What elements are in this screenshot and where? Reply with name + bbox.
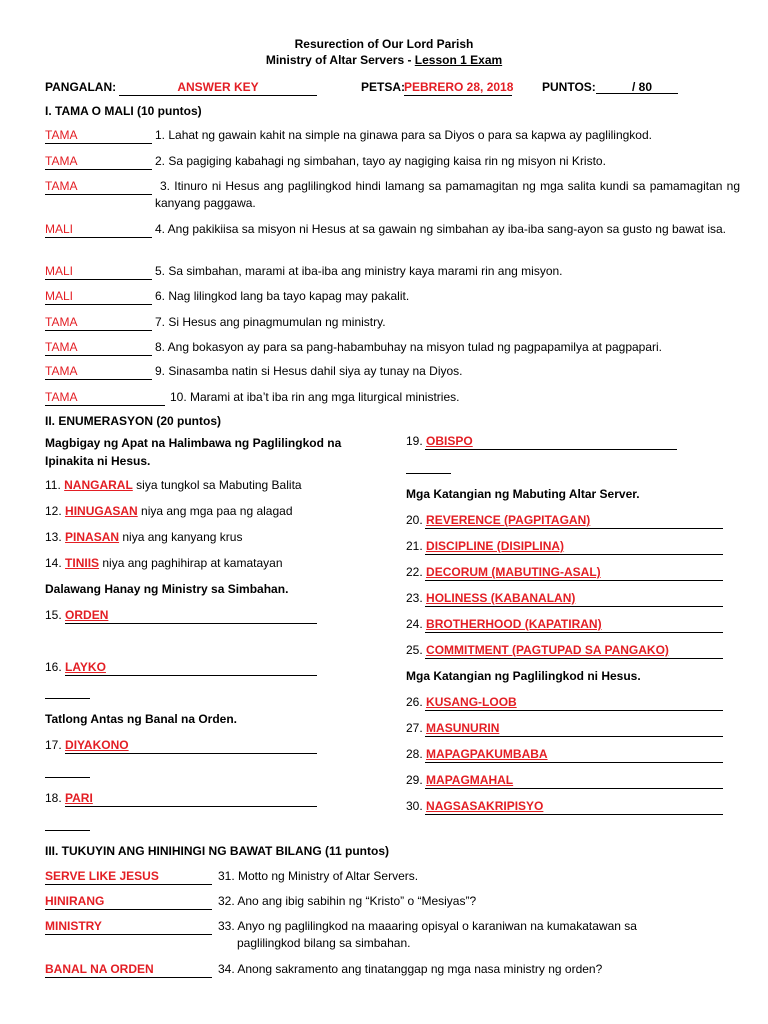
s1-answer-6: MALI: [45, 289, 152, 305]
s2-item-20-num: 20.: [406, 513, 423, 527]
s1-answer-9: TAMA: [45, 364, 152, 380]
s2-item-29-num: 29.: [406, 773, 423, 787]
s2-item-16: [45, 660, 106, 675]
s2-item-28-answer: MAPAGPAKUMBABA: [426, 747, 548, 761]
s2-item-30-num: 30.: [406, 799, 423, 813]
s2-item-11: [45, 478, 302, 493]
s3-answer-33: MINISTRY: [45, 919, 212, 935]
s2-item-22-answer: DECORUM (MABUTING-ASAL): [426, 565, 601, 579]
name-label: PANGALAN:: [45, 80, 117, 94]
s1-answer-10: TAMA: [45, 390, 165, 406]
s2-item-25: [406, 643, 669, 658]
date-value: PEBRERO 28, 2018: [404, 80, 514, 94]
s2-item-15-line: [65, 623, 317, 624]
s2-item-26-line: [425, 710, 723, 711]
s2-item-18-num: 18.: [45, 791, 62, 805]
s2-item-12-rest: niya ang mga paa ng alagad: [137, 504, 293, 518]
s3-answer-34: BANAL NA ORDEN: [45, 962, 212, 978]
s2-item-18-line2: [45, 830, 90, 831]
s2-item-28: [406, 747, 548, 762]
s1-answer-5: MALI: [45, 264, 152, 280]
s2-item-17: [45, 738, 129, 753]
s2-item-19-num: 19.: [406, 434, 423, 448]
date-label: PETSA:: [361, 80, 406, 94]
s2-item-17-line: [65, 753, 317, 754]
s2-sub-service-traits: Mga Katangian ng Paglilingkod ni Hesus.: [406, 669, 641, 683]
s2-item-26-answer: KUSANG-LOOB: [426, 695, 517, 709]
section1-heading: I. TAMA O MALI (10 puntos): [45, 104, 202, 118]
s2-item-24-answer: BROTHERHOOD (KAPATIRAN): [426, 617, 602, 631]
exam-subtitle-prefix: Ministry of Altar Servers -: [265, 53, 415, 67]
s1-answer-8: TAMA: [45, 340, 152, 356]
parish-title: Resurection of Our Lord Parish: [294, 37, 474, 51]
name-value: ANSWER KEY: [119, 80, 317, 96]
section2-heading: II. ENUMERASYON (20 puntos): [45, 414, 222, 428]
s2-item-30-line: [425, 814, 723, 815]
s2-item-19-line: [425, 449, 677, 450]
s1-statement-7: 7. Si Hesus ang pinagmumulan ng ministry.: [155, 315, 386, 329]
s2-item-29: [406, 773, 513, 788]
s2-item-20: [406, 513, 590, 528]
s2-item-19: [406, 434, 473, 449]
s2-item-30: [406, 799, 543, 814]
s2-item-14-rest: niya ang paghihirap at kamatayan: [99, 556, 283, 570]
s2-item-27-num: 27.: [406, 721, 423, 735]
s2-item-17-line2: [45, 777, 90, 778]
s2-item-15: [45, 608, 108, 623]
s3-statement-33: 33. Anyo ng paglilingkod na maaaring opisyal o karaniwan na kumakatawan sa: [218, 919, 637, 933]
s1-statement-2: 2. Sa pagiging kabahagi ng simbahan, tayo ay nagiging kaisa rin ng misyon ni Kristo.: [155, 154, 606, 168]
s2-item-26: [406, 695, 517, 710]
s1-answer-4: MALI: [45, 222, 152, 238]
s2-item-16-line: [65, 675, 317, 676]
s2-item-19-line2: [406, 473, 451, 474]
s2-item-12-answer: HINUGASAN: [65, 504, 138, 518]
s2-item-27-answer: MASUNURIN: [426, 721, 500, 735]
s3-statement-32: 32. Ano ang ibig sabihin ng “Kristo” o “Mesiyas”?: [218, 894, 477, 908]
s2-item-16-num: 16.: [45, 660, 62, 674]
s2-sub-altar-server: Mga Katangian ng Mabuting Altar Server.: [406, 487, 640, 501]
s2-item-23-line: [425, 606, 723, 607]
s2-item-26-num: 26.: [406, 695, 423, 709]
s2-item-18: [45, 791, 93, 806]
s2-item-27: [406, 721, 499, 736]
s3-statement-33-cont: paglilingkod bilang sa simbahan.: [237, 936, 411, 950]
s2-item-29-line: [425, 788, 723, 789]
s1-answer-7: TAMA: [45, 315, 152, 331]
s2-item-11-answer: NANGARAL: [64, 478, 133, 492]
s3-answer-32: HINIRANG: [45, 894, 212, 910]
s2-item-18-line: [65, 806, 317, 807]
s2-item-15-num: 15.: [45, 608, 62, 622]
s1-statement-6: 6. Nag lilingkod lang ba tayo kapag may pakalit.: [155, 289, 410, 303]
s2-item-30-answer: NAGSASAKRIPISYO: [426, 799, 544, 813]
s2-item-22-line: [425, 580, 723, 581]
s2-item-24-num: 24.: [406, 617, 423, 631]
s2-item-12: [45, 504, 293, 519]
s2-item-16-line2: [45, 698, 90, 699]
s2-item-23-num: 23.: [406, 591, 423, 605]
s1-statement-4: 4. Ang pakikiisa sa misyon ni Hesus at sa gawain ng simbahan ay iba-iba sang-ayon sa gusto ng bawat isa.: [155, 222, 726, 236]
s2-item-23: [406, 591, 575, 606]
s2-item-14-num: 14.: [45, 556, 62, 570]
s2-item-19-answer: OBISPO: [426, 434, 473, 448]
section3-heading: III. TUKUYIN ANG HINIHINGI NG BAWAT BILANG (11 puntos): [45, 844, 389, 858]
s2-item-15-answer: ORDEN: [65, 608, 109, 622]
s2-item-11-rest: siya tungkol sa Mabuting Balita: [132, 478, 302, 492]
s2-item-13-num: 13.: [45, 530, 62, 544]
score-label: PUNTOS:: [542, 80, 596, 94]
s2-item-21-answer: DISCIPLINE (DISIPLINA): [426, 539, 565, 553]
s2-item-17-num: 17.: [45, 738, 62, 752]
s3-answer-31: SERVE LIKE JESUS: [45, 869, 212, 885]
s2-item-11-num: 11.: [45, 478, 61, 492]
s2-item-25-answer: COMMITMENT (PAGTUPAD SA PANGAKO): [426, 643, 669, 657]
s2-item-21: [406, 539, 564, 554]
s2-item-28-num: 28.: [406, 747, 423, 761]
s1-statement-8: 8. Ang bokasyon ay para sa pang-habambuhay na misyon tulad ng pagpapamilya at pagpapari.: [155, 340, 663, 354]
s2-item-14-answer: TINIIS: [65, 556, 100, 570]
s2-item-24-line: [425, 632, 723, 633]
s1-statement-3: 3. Itinuro ni Hesus ang paglilingkod hindi lamang sa pamamagitan ng mga salita kundi sa pamamagitan ng kanyang paggawa.: [155, 179, 740, 210]
exam-subtitle-lesson: Lesson 1 Exam: [414, 53, 503, 67]
s1-statement-9: 9. Sinasamba natin si Hesus dahil siya ay tunay na Diyos.: [155, 364, 463, 378]
exam-subtitle: [0, 53, 768, 68]
s3-statement-34: 34. Anong sakramento ang tinatanggap ng mga nasa ministry ng orden?: [218, 962, 603, 976]
s2-item-21-num: 21.: [406, 539, 423, 553]
s2-sub-orders: Tatlong Antas ng Banal na Orden.: [45, 712, 238, 726]
s1-answer-2: TAMA: [45, 154, 152, 170]
s2-item-16-answer: LAYKO: [65, 660, 106, 674]
s2-item-25-line: [425, 658, 723, 659]
s2-item-28-line: [425, 762, 723, 763]
s2-item-17-answer: DIYAKONO: [65, 738, 129, 752]
s1-answer-3: TAMA: [45, 179, 152, 195]
score-value: / 80: [632, 80, 653, 94]
s2-item-29-answer: MAPAGMAHAL: [426, 773, 514, 787]
s2-item-22-num: 22.: [406, 565, 423, 579]
s2-item-18-answer: PARI: [65, 791, 93, 805]
s1-statement-10: 10. Marami at iba’t iba rin ang mga liturgical ministries.: [170, 390, 460, 404]
s2-item-23-answer: HOLINESS (KABANALAN): [426, 591, 576, 605]
s1-answer-1: TAMA: [45, 128, 152, 144]
s2-item-25-num: 25.: [406, 643, 423, 657]
s2-item-27-line: [425, 736, 723, 737]
s2-sub-ministry-types: Dalawang Hanay ng Ministry sa Simbahan.: [45, 582, 289, 596]
s2-item-13-answer: PINASAN: [65, 530, 120, 544]
s2-item-13-rest: niya ang kanyang krus: [119, 530, 243, 544]
s2-item-14: [45, 556, 283, 571]
s2-item-22: [406, 565, 601, 580]
s2-item-24: [406, 617, 602, 632]
s3-statement-31: 31. Motto ng Ministry of Altar Servers.: [218, 869, 419, 883]
s2-item-12-num: 12.: [45, 504, 62, 518]
s1-statement-1: 1. Lahat ng gawain kahit na simple na ginawa para sa Diyos o para sa kapwa ay paglilingkod.: [155, 128, 652, 142]
s2-item-21-line: [425, 554, 723, 555]
s2-item-20-answer: REVERENCE (PAGPITAGAN): [426, 513, 591, 527]
s2-item-13: [45, 530, 242, 545]
s2-sub-examples: Magbigay ng Apat na Halimbawa ng Paglilingkod na Ipinakita ni Hesus.: [45, 436, 342, 468]
s1-statement-5: 5. Sa simbahan, marami at iba-iba ang ministry kaya marami rin ang misyon.: [155, 264, 563, 278]
s2-item-20-line: [425, 528, 723, 529]
